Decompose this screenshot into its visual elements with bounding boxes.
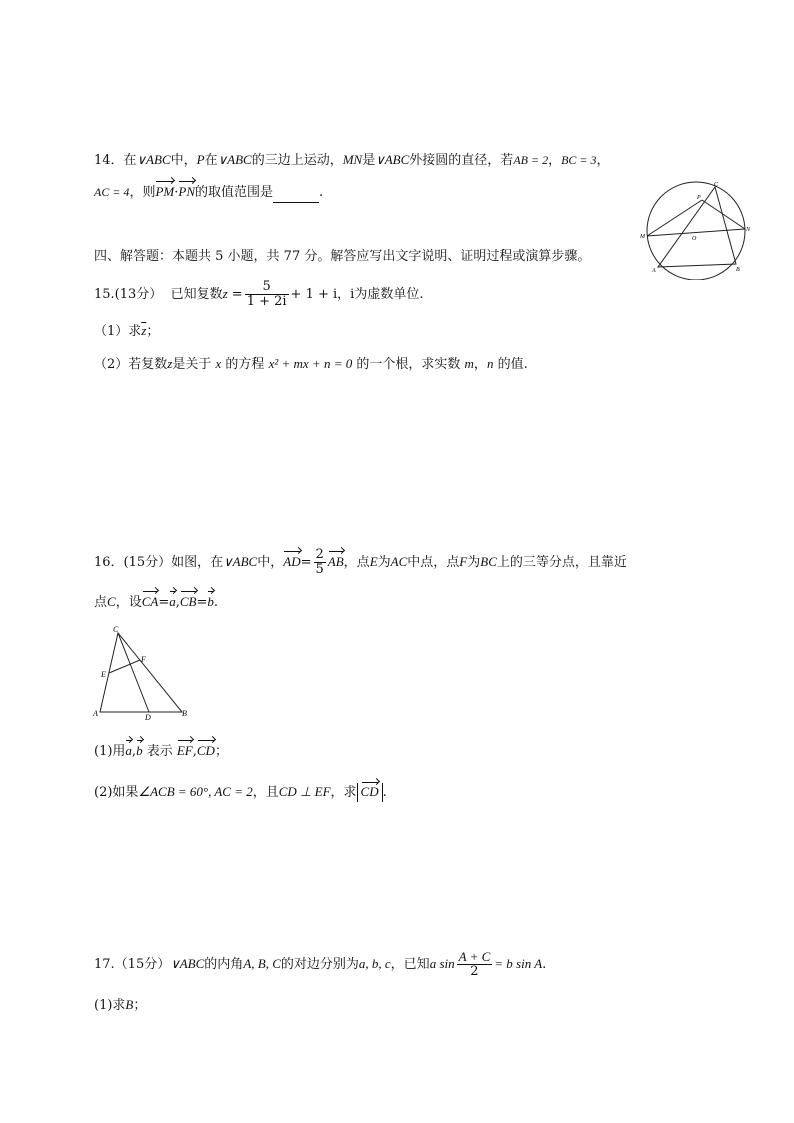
q16-part1: (1)用a,b 表示 EF,CD； <box>94 743 228 759</box>
label-p: P <box>697 195 701 201</box>
q15-part2: （2）若复数z是关于 x 的方程 x² + mx + n = 0 的一个根，求实数 m，n 的值. <box>94 356 528 372</box>
q14-circle-figure <box>640 180 755 280</box>
label-e: E <box>101 670 106 679</box>
q16-triangle-figure <box>90 624 200 724</box>
q16-line2: 点C，设CA=a,CB=b. <box>94 594 219 610</box>
q14-line1: 14．在∨ABC中，P在∨ABC的三边上运动，MN是∨ABC外接圆的直径，若AB = 2，BC = 3， <box>94 152 610 168</box>
diameter-mn <box>647 229 745 236</box>
answer-blank[interactable] <box>273 190 319 203</box>
q14-line2: AC = 4，则PM·PN的取值范围是 . <box>94 182 323 203</box>
magnitude-cd: CD <box>357 783 383 802</box>
q17-part1: (1)求B； <box>94 997 147 1013</box>
label-d: D <box>145 713 151 722</box>
label-c: C <box>714 182 719 188</box>
segment-ef <box>109 660 140 673</box>
segment-pm <box>647 200 702 236</box>
section4-heading: 四、解答题：本题共 5 小题，共 77 分。解答应写出文字说明、证明过程或演算步骤。 <box>94 249 591 264</box>
q15-stem: 15.(13分） 已知复数z = $\frac{5}{1 + 2i}$ + 1 + i，i为虚数单位. <box>94 279 424 309</box>
label-b: B <box>182 709 187 718</box>
label-o: O <box>692 236 697 242</box>
label-f: F <box>141 655 146 664</box>
q17-line1: 17.（15分）∨ABC的内角A, B, C的对边分别为a, b, c，已知a sin $\frac{A + C}{2}$ = b sin A. <box>94 949 547 979</box>
label-n: N <box>746 227 751 233</box>
label-c: C <box>113 625 119 634</box>
q17-fraction: $\frac{A + C}{2}$ <box>458 949 491 979</box>
triangle-abc <box>100 633 182 712</box>
segment-cd <box>118 633 149 712</box>
q15-fraction: $\frac{5}{1 + 2i}$ <box>246 279 287 309</box>
label-m: M <box>640 234 645 240</box>
q16-line1: 16．(15分）如图，在∨ABC中，AD= $\frac{2}{5}$ AB，点E为AC中点，点F为BC上的三等分点，且靠近 <box>94 547 627 577</box>
label-b: B <box>736 267 740 273</box>
label-a: A <box>652 268 656 274</box>
q16-part2: (2)如果∠ACB = 60°, AC = 2，且CD ⊥ EF，求 CD . <box>94 784 387 800</box>
label-a: A <box>93 709 98 718</box>
q15-part1: （1）求$\overline{z}$； <box>94 323 160 339</box>
segment-pn <box>702 200 745 229</box>
q16-fraction: $\frac{2}{5}$ <box>315 547 324 577</box>
